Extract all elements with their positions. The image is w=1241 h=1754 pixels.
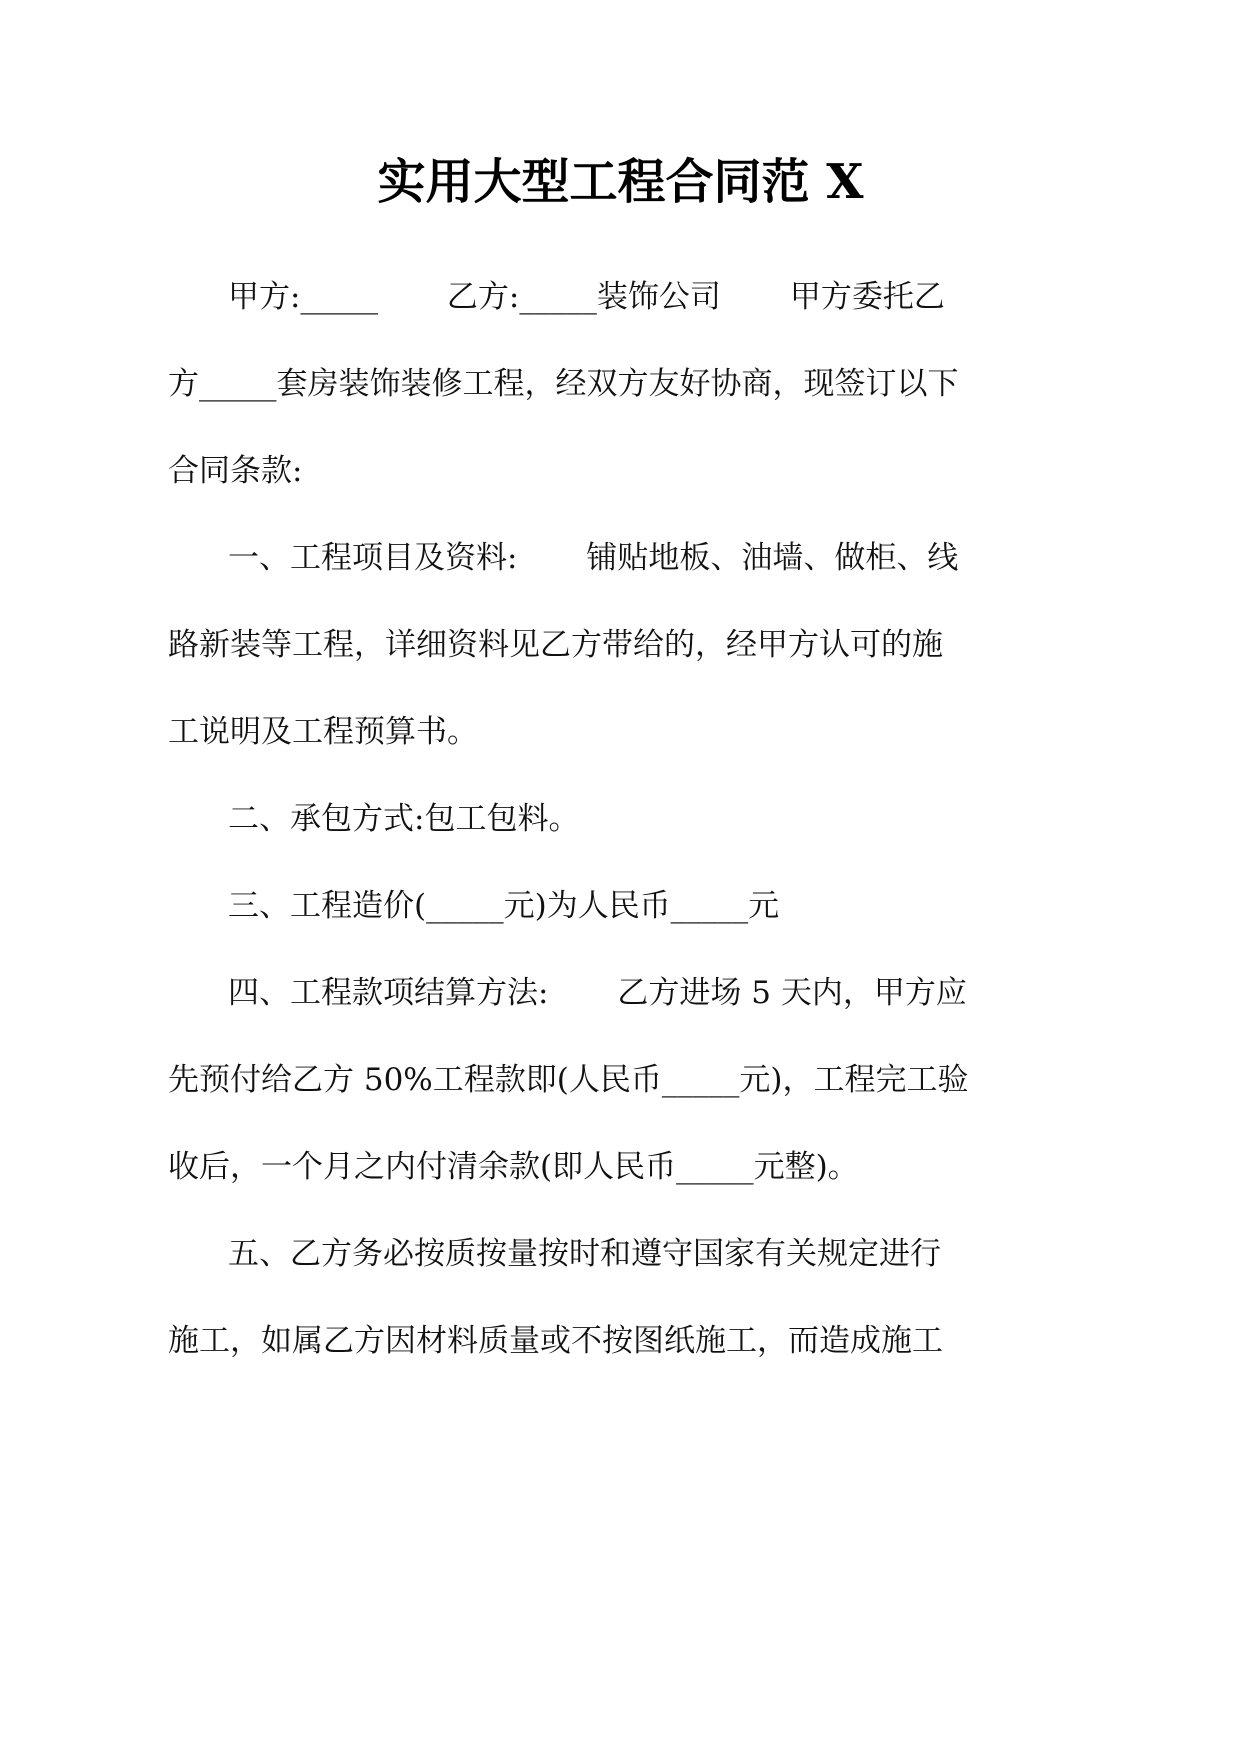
paragraph-line-3: 合同条款:: [168, 453, 303, 489]
clause-2-line-1: 二、承包方式:包工包料。: [228, 801, 580, 837]
paragraph-line-2: 方_____套房装饰装修工程，经双方友好协商，现签订以下: [168, 366, 959, 402]
clause-1-line-2: 路新装等工程，详细资料见乙方带给的，经甲方认可的施: [168, 627, 943, 663]
paragraph-line-1: 甲方:_____ 乙方:_____装饰公司 甲方委托乙: [228, 279, 945, 315]
clause-3-line-1: 三、工程造价(_____元)为人民币_____元: [228, 888, 780, 924]
document-title: 实用大型工程合同范 X: [377, 154, 864, 210]
clause-4-line-1: 四、工程款项结算方法: 乙方进场 5 天内，甲方应: [228, 975, 967, 1011]
clause-1-line-1: 一、工程项目及资料: 铺贴地板、油墙、做柜、线: [228, 540, 959, 576]
clause-4-line-3: 收后，一个月之内付清余款(即人民币_____元整)。: [168, 1149, 859, 1185]
clause-5-line-2: 施工，如属乙方因材料质量或不按图纸施工，而造成施工: [168, 1323, 943, 1359]
clause-1-line-3: 工说明及工程预算书。: [168, 714, 478, 750]
clause-5-line-1: 五、乙方务必按质按量按时和遵守国家有关规定进行: [228, 1236, 941, 1272]
clause-4-line-2: 先预付给乙方 50%工程款即(人民币_____元)，工程完工验: [168, 1062, 969, 1098]
